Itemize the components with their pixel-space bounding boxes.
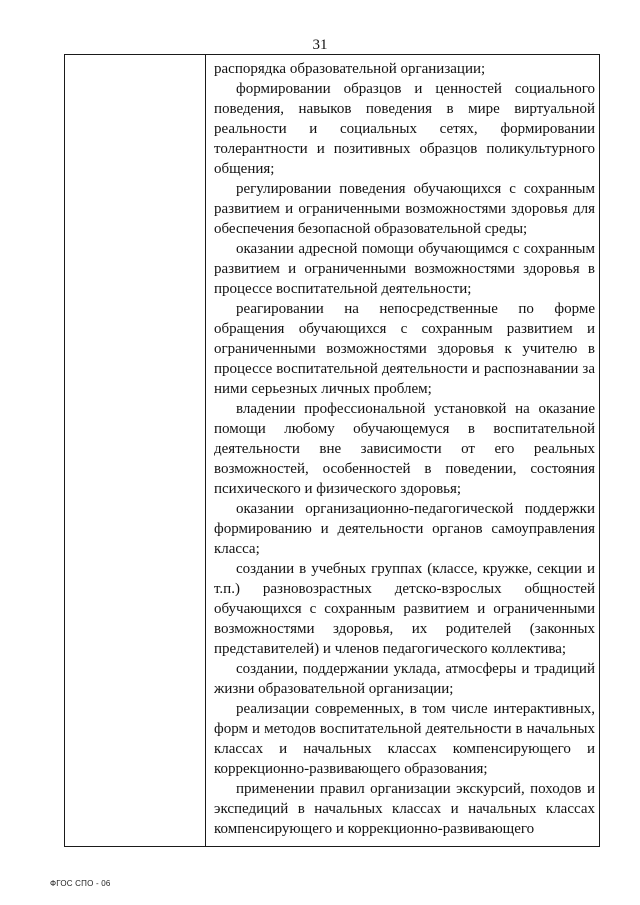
page-number: 31 xyxy=(312,37,328,53)
paragraph: оказании адресной помощи обучающимся с сохранным развитием и ограниченными возможностями здоровья в процессе воспитательной деятельности; xyxy=(214,241,595,297)
table-left-column xyxy=(65,55,206,846)
paragraph: оказании организационно-педагогической поддержки формированию и деятельности органов самоуправления класса; xyxy=(214,501,595,557)
paragraph: формировании образцов и ценностей социального поведения, навыков поведения в мире виртуальной реальности и социальных сетях, формировании толерантности и позитивных образцов поликультурного общения; xyxy=(214,81,595,177)
document-footer-code: ФГОС СПО - 06 xyxy=(50,879,111,888)
paragraph: реализации современных, в том числе интерактивных, форм и методов воспитательной деятельности в начальных классах и начальных классах компенсирующего и коррекционно-развивающего образования; xyxy=(214,701,595,777)
paragraph: создании в учебных группах (классе, кружке, секции и т.п.) разновозрастных детско-взрослых общностей обучающихся с сохранным развитием и ограниченными возможностями здоровья, их родителей (законных представителей) и членов педагогического коллектива; xyxy=(214,561,595,657)
table-right-column xyxy=(206,55,599,846)
paragraph: создании, поддержании уклада, атмосферы и традиций жизни образовательной организации; xyxy=(214,661,595,697)
paragraph: реагировании на непосредственные по форме обращения обучающихся с сохранным развитием и ограниченными возможностями здоровья к учителю в процессе воспитательной деятельности и распознавании за ними серьезных личных проблем; xyxy=(214,301,595,397)
paragraph: распорядка образовательной организации; xyxy=(214,61,486,77)
paragraph: применении правил организации экскурсий, походов и экспедиций в начальных классах и начальных классах компенсирующего и коррекционно-развивающего xyxy=(214,781,595,837)
paragraph: владении профессиональной установкой на оказание помощи любому обучающемуся в воспитательной деятельности вне зависимости от его реальных возможностей, особенностей в поведении, состояния психического и физического здоровья; xyxy=(214,401,595,497)
content-table xyxy=(64,54,600,847)
paragraph: регулировании поведения обучающихся с сохранным развитием и ограниченными возможностями здоровья для обеспечения безопасной образовательной среды; xyxy=(214,181,595,237)
